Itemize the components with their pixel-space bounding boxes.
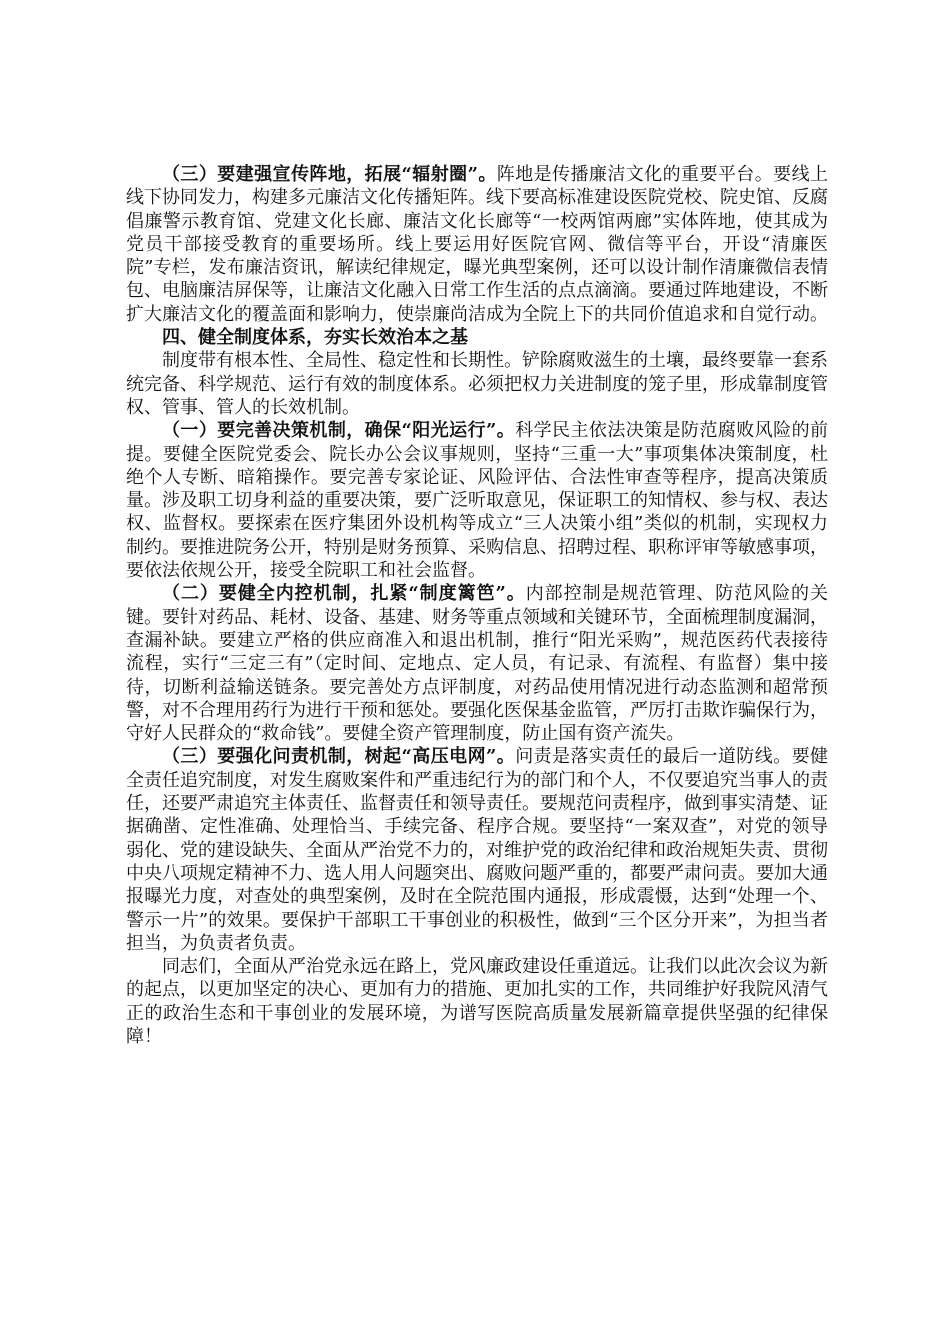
paragraph-lead: （三）要强化问责机制，树起“高压电网”。 xyxy=(162,746,516,768)
paragraph-lead: （三）要建强宣传阵地，拓展“辐射圈”。 xyxy=(162,164,497,185)
paragraph-internal-control xyxy=(126,582,828,745)
paragraph-lead: （一）要完善决策机制，确保“阳光运行”。 xyxy=(162,420,516,442)
paragraph-body: 问责是落实责任的最后一道防线。要健全责任追究制度，对发生腐败案件和严重违纪行为的部门和个人，不仅要追究当事人的责任，还要严肃追究主体责任、监督责任和领导责任。要规范问责程序，做到事实清楚、证据确凿、定性准确、处理恰当、手续完备、程序合规。要坚持“一案双查”，对党的领导弱化、党的建设缺失、全面从严治党不力的，对维护党的政治纪律和政治规矩失责、贯彻中央八项规定精神不力、选人用人问题突出、腐败问题严重的，都要严肃问责。要加大通报曝光力度，对查处的典型案例，及时在全院范围内通报，形成震慑，达到“处理一个、警示一片”的效果。要保护干部职工干事创业的积极性，做到“三个区分开来”，为担当者担当，为负责者负责。 xyxy=(126,746,828,954)
paragraph-closing xyxy=(126,955,828,1048)
paragraph-accountability xyxy=(126,745,828,955)
paragraph-system-intro xyxy=(126,349,828,419)
paragraph-body: 制度带有根本性、全局性、稳定性和长期性。铲除腐败滋生的土壤，最终要靠一套系统完备、科学规范、运行有效的制度体系。必须把权力关进制度的笼子里，形成靠制度管权、管事、管人的长效机制。 xyxy=(126,350,828,418)
section-heading-system: 四、健全制度体系，夯实长效治本之基 xyxy=(162,327,468,349)
paragraph-decision-mechanism xyxy=(126,419,828,582)
paragraph-lead: （二）要健全内控机制，扎紧“制度篱笆”。 xyxy=(162,583,526,605)
document-page xyxy=(126,163,828,1048)
paragraph-body: 阵地是传播廉洁文化的重要平台。要线上线下协同发力，构建多元廉洁文化传播矩阵。线下要高标准建设医院党校、院史馆、反腐倡廉警示教育馆、党建文化长廊、廉洁文化长廊等“一校两馆两廊”实体阵地，使其成为党员干部接受教育的重要场所。线上要运用好医院官网、微信等平台，开设“清廉医院”专栏，发布廉洁资讯，解读纪律规定，曝光典型案例，还可以设计制作清廉微信表情包、电脑廉洁屏保等，让廉洁文化融入日常工作生活的点点滴滴。要通过阵地建设，不断扩大廉洁文化的覆盖面和影响力，使崇廉尚洁成为全院上下的共同价值追求和自觉行动。 xyxy=(126,164,828,325)
paragraph-body: 科学民主依法决策是防范腐败风险的前提。要健全医院党委会、院长办公会议事规则，坚持“三重一大”事项集体决策制度，杜绝个人专断、暗箱操作。要完善专家论证、风险评估、合法性审查等程序，提高决策质量。涉及职工切身利益的重要决策，要广泛听取意见，保证职工的知情权、参与权、表达权、监督权。要探索在医疗集团外设机构等成立“三人决策小组”类似的机制，实现权力制约。要推进院务公开，特别是财务预算、采购信息、招聘过程、职称评审等敏感事项，要依法依规公开，接受全院职工和社会监督。 xyxy=(126,420,828,582)
paragraph-body: 同志们，全面从严治党永远在路上，党风廉政建设任重道远。让我们以此次会议为新的起点，以更加坚定的决心、更加有力的措施、更加扎实的工作，共同维护好我院风清气正的政治生态和干事创业的发展环境，为谱写医院高质量发展新篇章提供坚强的纪律保障！ xyxy=(126,956,828,1047)
paragraph-publicity-position xyxy=(126,163,828,326)
paragraph-body: 内部控制是规范管理、防范风险的关键。要针对药品、耗材、设备、基建、财务等重点领域和关键环节，全面梳理制度漏洞，查漏补缺。要建立严格的供应商准入和退出机制，推行“阳光采购”，规范医药代表接待流程，实行“三定三有”（定时间、定地点、定人员，有记录、有流程、有监督）集中接待，切断利益输送链条。要完善处方点评制度，对药品使用情况进行动态监测和超常预警，对不合理用药行为进行干预和惩处。要强化医保基金监管，严厉打击欺诈骗保行为，守好人民群众的“救命钱”。要健全资产管理制度，防止国有资产流失。 xyxy=(126,583,828,745)
